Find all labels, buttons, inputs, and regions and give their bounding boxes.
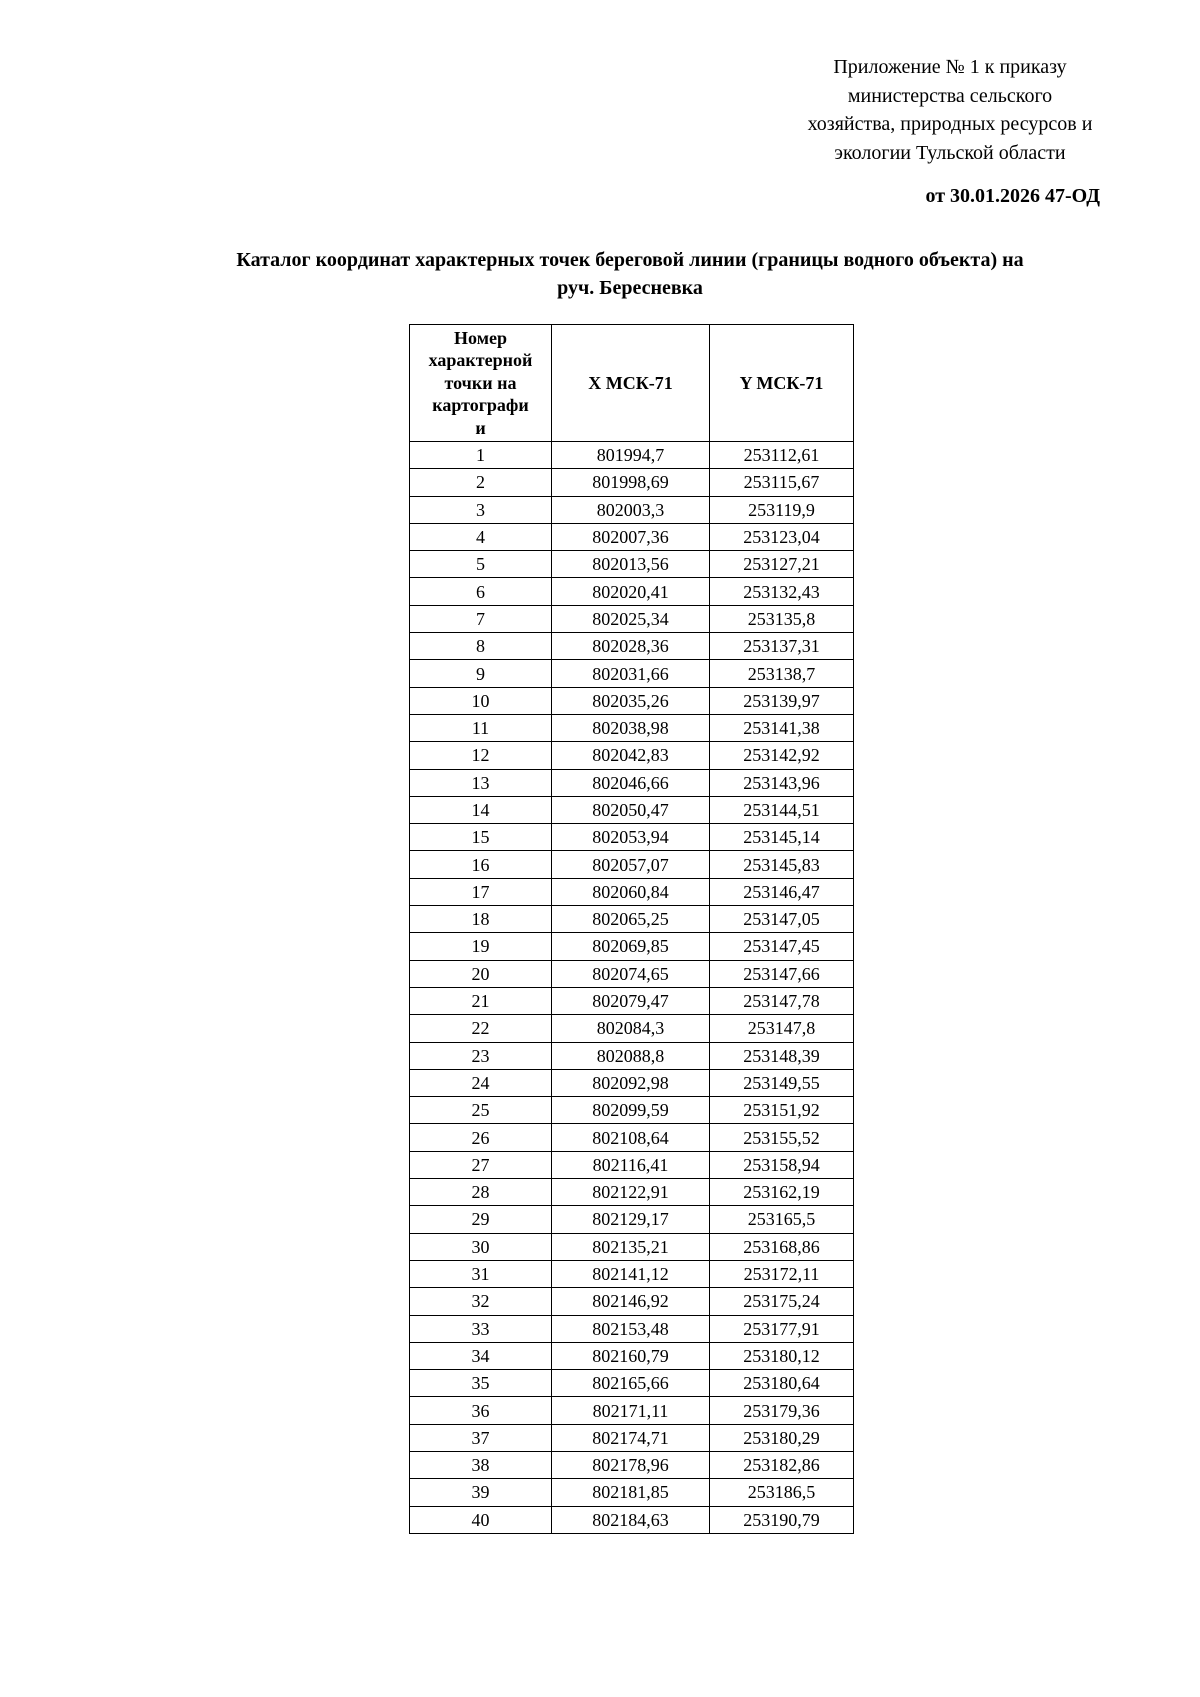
y-coordinate-cell: 253132,43 — [710, 578, 854, 605]
x-coordinate-cell: 802141,12 — [552, 1260, 710, 1287]
table-row — [410, 960, 854, 987]
point-number-cell: 11 — [410, 714, 552, 741]
y-coordinate-cell: 253179,36 — [710, 1397, 854, 1424]
y-coordinate-cell: 253158,94 — [710, 1151, 854, 1178]
appendix-line: Приложение № 1 к приказу — [833, 56, 1067, 78]
column-header-line: точки на — [444, 372, 517, 393]
table-row — [410, 1015, 854, 1042]
point-number-cell: 40 — [410, 1506, 552, 1533]
y-coordinate-cell: 253135,8 — [710, 605, 854, 632]
y-coordinate-cell: 253147,8 — [710, 1015, 854, 1042]
point-number-cell: 1 — [410, 442, 552, 469]
y-coordinate-cell: 253155,52 — [710, 1124, 854, 1151]
table-row — [410, 523, 854, 550]
point-number-cell: 28 — [410, 1179, 552, 1206]
y-coordinate-cell: 253172,11 — [710, 1260, 854, 1287]
y-coordinate-cell: 253168,86 — [710, 1233, 854, 1260]
coordinates-table-header — [410, 325, 854, 442]
table-row — [410, 906, 854, 933]
appendix-line: экологии Тульской области — [834, 141, 1066, 164]
x-coordinate-cell: 802057,07 — [552, 851, 710, 878]
table-row — [410, 1288, 854, 1315]
x-coordinate-cell: 802074,65 — [552, 960, 710, 987]
x-coordinate-cell: 801994,7 — [552, 442, 710, 469]
point-number-cell: 38 — [410, 1451, 552, 1478]
y-coordinate-cell: 253175,24 — [710, 1288, 854, 1315]
x-coordinate-cell: 802028,36 — [552, 633, 710, 660]
order-reference: от 30.01.2026 47-ОД — [925, 185, 1100, 207]
y-coordinate-cell: 253162,19 — [710, 1179, 854, 1206]
point-number-cell: 7 — [410, 605, 552, 632]
y-coordinate-cell: 253148,39 — [710, 1042, 854, 1069]
x-coordinate-cell: 802171,11 — [552, 1397, 710, 1424]
y-coordinate-cell: 253143,96 — [710, 769, 854, 796]
table-row — [410, 660, 854, 687]
table-row — [410, 1342, 854, 1369]
column-header-line: Номер — [454, 327, 507, 348]
x-coordinate-cell: 802099,59 — [552, 1097, 710, 1124]
x-coordinate-cell: 802084,3 — [552, 1015, 710, 1042]
point-number-cell: 27 — [410, 1151, 552, 1178]
y-coordinate-cell: 253123,04 — [710, 523, 854, 550]
point-number-cell: 3 — [410, 496, 552, 523]
y-coordinate-cell: 253145,83 — [710, 851, 854, 878]
column-header-line: и — [475, 417, 486, 438]
x-coordinate-cell: 802088,8 — [552, 1042, 710, 1069]
table-row — [410, 551, 854, 578]
column-header-line: картографи — [432, 395, 529, 416]
point-number-cell: 5 — [410, 551, 552, 578]
x-coordinate-cell: 802025,34 — [552, 605, 710, 632]
point-number-cell: 4 — [410, 523, 552, 550]
point-number-cell: 9 — [410, 660, 552, 687]
y-coordinate-cell: 253151,92 — [710, 1097, 854, 1124]
point-number-cell: 30 — [410, 1233, 552, 1260]
point-number-cell: 24 — [410, 1069, 552, 1096]
column-header-line: характерной — [428, 350, 533, 371]
table-row — [410, 1370, 854, 1397]
table-row — [410, 1097, 854, 1124]
x-coordinate-cell: 802146,92 — [552, 1288, 710, 1315]
x-coordinate-cell: 802031,66 — [552, 660, 710, 687]
coordinates-table — [409, 324, 854, 1534]
y-coordinate-cell: 253147,45 — [710, 933, 854, 960]
x-coordinate-cell: 802053,94 — [552, 824, 710, 851]
x-coordinate-cell: 802020,41 — [552, 578, 710, 605]
coordinates-table-body — [410, 442, 854, 1534]
table-row — [410, 1260, 854, 1287]
column-header-y: Y МСК-71 — [710, 325, 854, 442]
point-number-cell: 18 — [410, 906, 552, 933]
table-row — [410, 496, 854, 523]
x-coordinate-cell: 802038,98 — [552, 714, 710, 741]
point-number-cell: 31 — [410, 1260, 552, 1287]
table-row — [410, 878, 854, 905]
table-row — [410, 824, 854, 851]
point-number-cell: 17 — [410, 878, 552, 905]
y-coordinate-cell: 253138,7 — [710, 660, 854, 687]
y-coordinate-cell: 253146,47 — [710, 878, 854, 905]
y-coordinate-cell: 253145,14 — [710, 824, 854, 851]
table-row — [410, 1424, 854, 1451]
table-row — [410, 851, 854, 878]
table-row — [410, 1179, 854, 1206]
table-row — [410, 633, 854, 660]
y-coordinate-cell: 253127,21 — [710, 551, 854, 578]
point-number-cell: 34 — [410, 1342, 552, 1369]
x-coordinate-cell: 802065,25 — [552, 906, 710, 933]
y-coordinate-cell: 253177,91 — [710, 1315, 854, 1342]
table-row — [410, 1206, 854, 1233]
point-number-cell: 35 — [410, 1370, 552, 1397]
appendix-header — [780, 53, 1120, 167]
point-number-cell: 8 — [410, 633, 552, 660]
point-number-cell: 21 — [410, 987, 552, 1014]
x-coordinate-cell: 802060,84 — [552, 878, 710, 905]
point-number-cell: 15 — [410, 824, 552, 851]
table-row — [410, 1124, 854, 1151]
y-coordinate-cell: 253141,38 — [710, 714, 854, 741]
y-coordinate-cell: 253115,67 — [710, 469, 854, 496]
x-coordinate-cell: 802007,36 — [552, 523, 710, 550]
point-number-cell: 16 — [410, 851, 552, 878]
x-coordinate-cell: 802046,66 — [552, 769, 710, 796]
point-number-cell: 13 — [410, 769, 552, 796]
appendix-line: хозяйства, природных ресурсов и — [807, 113, 1093, 135]
y-coordinate-cell: 253119,9 — [710, 496, 854, 523]
point-number-cell: 25 — [410, 1097, 552, 1124]
table-row — [410, 1233, 854, 1260]
point-number-cell: 10 — [410, 687, 552, 714]
x-coordinate-cell: 802042,83 — [552, 742, 710, 769]
x-coordinate-cell: 802050,47 — [552, 796, 710, 823]
point-number-cell: 37 — [410, 1424, 552, 1451]
column-header-point-number — [410, 325, 552, 442]
point-number-cell: 32 — [410, 1288, 552, 1315]
y-coordinate-cell: 253180,12 — [710, 1342, 854, 1369]
point-number-cell: 22 — [410, 1015, 552, 1042]
y-coordinate-cell: 253142,92 — [710, 742, 854, 769]
x-coordinate-cell: 802116,41 — [552, 1151, 710, 1178]
x-coordinate-cell: 802079,47 — [552, 987, 710, 1014]
table-row — [410, 442, 854, 469]
y-coordinate-cell: 253147,66 — [710, 960, 854, 987]
x-coordinate-cell: 802129,17 — [552, 1206, 710, 1233]
point-number-cell: 2 — [410, 469, 552, 496]
column-header-x: X МСК-71 — [552, 325, 710, 442]
x-coordinate-cell: 802135,21 — [552, 1233, 710, 1260]
y-coordinate-cell: 253190,79 — [710, 1506, 854, 1533]
table-row — [410, 714, 854, 741]
x-coordinate-cell: 802174,71 — [552, 1424, 710, 1451]
table-row — [410, 1479, 854, 1506]
table-row — [410, 578, 854, 605]
x-coordinate-cell: 802122,91 — [552, 1179, 710, 1206]
point-number-cell: 19 — [410, 933, 552, 960]
table-row — [410, 1451, 854, 1478]
point-number-cell: 26 — [410, 1124, 552, 1151]
table-row — [410, 1042, 854, 1069]
y-coordinate-cell: 253180,29 — [710, 1424, 854, 1451]
y-coordinate-cell: 253137,31 — [710, 633, 854, 660]
x-coordinate-cell: 802153,48 — [552, 1315, 710, 1342]
x-coordinate-cell: 802160,79 — [552, 1342, 710, 1369]
point-number-cell: 14 — [410, 796, 552, 823]
document-title — [150, 246, 1110, 302]
table-row — [410, 1397, 854, 1424]
x-coordinate-cell: 802184,63 — [552, 1506, 710, 1533]
document-title-line: руч. Бересневка — [557, 277, 703, 299]
point-number-cell: 20 — [410, 960, 552, 987]
y-coordinate-cell: 253186,5 — [710, 1479, 854, 1506]
x-coordinate-cell: 802003,3 — [552, 496, 710, 523]
table-row — [410, 769, 854, 796]
table-row — [410, 987, 854, 1014]
x-coordinate-cell: 802069,85 — [552, 933, 710, 960]
y-coordinate-cell: 253112,61 — [710, 442, 854, 469]
table-row — [410, 687, 854, 714]
point-number-cell: 36 — [410, 1397, 552, 1424]
x-coordinate-cell: 802178,96 — [552, 1451, 710, 1478]
x-coordinate-cell: 802181,85 — [552, 1479, 710, 1506]
x-coordinate-cell: 802013,56 — [552, 551, 710, 578]
table-row — [410, 605, 854, 632]
table-row — [410, 742, 854, 769]
x-coordinate-cell: 802165,66 — [552, 1370, 710, 1397]
y-coordinate-cell: 253180,64 — [710, 1370, 854, 1397]
point-number-cell: 39 — [410, 1479, 552, 1506]
header-row — [410, 325, 854, 442]
table-row — [410, 796, 854, 823]
y-coordinate-cell: 253144,51 — [710, 796, 854, 823]
x-coordinate-cell: 802035,26 — [552, 687, 710, 714]
y-coordinate-cell: 253165,5 — [710, 1206, 854, 1233]
y-coordinate-cell: 253147,05 — [710, 906, 854, 933]
y-coordinate-cell: 253182,86 — [710, 1451, 854, 1478]
point-number-cell: 23 — [410, 1042, 552, 1069]
table-row — [410, 1151, 854, 1178]
table-row — [410, 933, 854, 960]
y-coordinate-cell: 253139,97 — [710, 687, 854, 714]
table-row — [410, 1506, 854, 1533]
x-coordinate-cell: 802092,98 — [552, 1069, 710, 1096]
appendix-line: министерства сельского — [847, 84, 1053, 107]
x-coordinate-cell: 802108,64 — [552, 1124, 710, 1151]
table-row — [410, 1069, 854, 1096]
y-coordinate-cell: 253149,55 — [710, 1069, 854, 1096]
document-title-line: Каталог координат характерных точек береговой линии (границы водного объекта) на — [236, 249, 1024, 271]
point-number-cell: 33 — [410, 1315, 552, 1342]
table-row — [410, 469, 854, 496]
x-coordinate-cell: 801998,69 — [552, 469, 710, 496]
point-number-cell: 6 — [410, 578, 552, 605]
point-number-cell: 29 — [410, 1206, 552, 1233]
table-row — [410, 1315, 854, 1342]
y-coordinate-cell: 253147,78 — [710, 987, 854, 1014]
point-number-cell: 12 — [410, 742, 552, 769]
